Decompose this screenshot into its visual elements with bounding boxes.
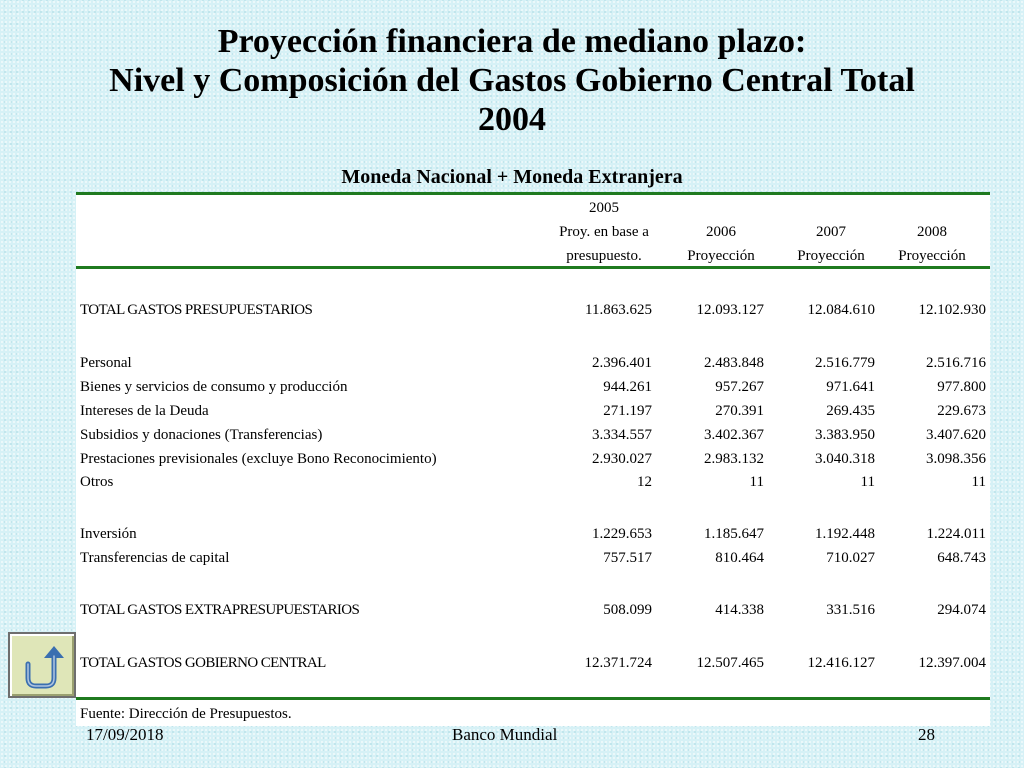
title-line-1: Proyección financiera de mediano plazo: [217, 23, 807, 60]
cell-2006: 2.483.848 [704, 355, 764, 371]
cell-2008: 1.224.011 [926, 526, 986, 542]
table-row [76, 546, 990, 570]
cell-2007: 971.641 [826, 379, 875, 395]
column-header-2006: 2006 Proyección [687, 224, 755, 264]
table-row [76, 375, 990, 399]
cell-2006: 2.983.132 [704, 451, 764, 467]
column-header-2008: 2008 Proyección [898, 224, 966, 264]
cell-2006: 270.391 [715, 403, 764, 419]
cell-2008: 229.673 [937, 403, 986, 419]
slide-title [0, 22, 1024, 139]
cell-2007: 12.416.127 [807, 655, 875, 671]
row-label: Intereses de la Deuda [80, 403, 209, 419]
cell-2005: 271.197 [603, 403, 652, 419]
row-label: Personal [80, 355, 132, 371]
cell-2005: 508.099 [603, 602, 652, 618]
slide-number: 28 [918, 725, 935, 744]
cell-2007: 3.383.950 [815, 427, 875, 443]
table-row [76, 447, 990, 471]
row-label: Inversión [80, 526, 137, 542]
footer-date: 17/09/2018 [86, 725, 164, 744]
table-row [76, 399, 990, 423]
cell-2005: 1.229.653 [592, 526, 652, 542]
cell-2005: 2.930.027 [592, 451, 652, 467]
cell-2007: 12.084.610 [807, 302, 875, 318]
row-label: Otros [80, 474, 114, 490]
row-label: TOTAL GASTOS EXTRAPRESUPUESTARIOS [80, 602, 360, 618]
row-label: Bienes y servicios de consumo y producción [80, 379, 348, 395]
source-note: Fuente: Dirección de Presupuestos. [80, 706, 292, 722]
cell-2007: 11 [860, 474, 875, 490]
data-table [76, 192, 990, 726]
title-line-3: 2004 [478, 101, 546, 138]
header-rule [76, 266, 990, 269]
cell-2008: 2.516.716 [926, 355, 986, 371]
table-row [76, 470, 990, 494]
cell-2006: 3.402.367 [704, 427, 764, 443]
table-top-rule [76, 192, 990, 195]
cell-2006: 414.338 [715, 602, 764, 618]
cell-2008: 3.098.356 [926, 451, 986, 467]
cell-2007: 269.435 [826, 403, 875, 419]
cell-2008: 12.102.930 [918, 302, 986, 318]
cell-2005: 757.517 [603, 550, 652, 566]
row-label: TOTAL GASTOS PRESUPUESTARIOS [80, 302, 313, 318]
cell-2008: 11 [971, 474, 986, 490]
title-line-2: Nivel y Composición del Gastos Gobierno Central Total [109, 62, 915, 99]
table-row [76, 423, 990, 447]
cell-2007: 1.192.448 [815, 526, 875, 542]
cell-2005: 944.261 [603, 379, 652, 395]
table-row [76, 298, 990, 322]
cell-2007: 3.040.318 [815, 451, 875, 467]
row-label: Subsidios y donaciones (Transferencias) [80, 427, 323, 443]
cell-2006: 1.185.647 [704, 526, 764, 542]
cell-2007: 331.516 [826, 602, 875, 618]
table-row [76, 598, 990, 622]
slide-subtitle: Moneda Nacional + Moneda Extranjera [341, 166, 683, 188]
cell-2007: 710.027 [826, 550, 875, 566]
table-row [76, 651, 990, 675]
cell-2006: 957.267 [715, 379, 764, 395]
cell-2005: 3.334.557 [592, 427, 652, 443]
return-button[interactable] [8, 632, 76, 698]
footer-center: Banco Mundial [452, 725, 558, 744]
table-row [76, 522, 990, 546]
cell-2008: 294.074 [937, 602, 986, 618]
row-label: TOTAL GASTOS GOBIERNO CENTRAL [80, 655, 326, 671]
cell-2006: 810.464 [715, 550, 764, 566]
cell-2005: 12 [637, 474, 652, 490]
return-arrow-icon [20, 642, 64, 690]
cell-2005: 11.863.625 [585, 302, 652, 318]
table-row [76, 351, 990, 375]
cell-2008: 3.407.620 [926, 427, 986, 443]
row-label: Prestaciones previsionales (excluye Bono Reconocimiento) [80, 451, 437, 467]
cell-2005: 2.396.401 [592, 355, 652, 371]
table-bottom-rule [76, 697, 990, 700]
cell-2006: 12.507.465 [696, 655, 764, 671]
row-label: Transferencias de capital [80, 550, 230, 566]
cell-2005: 12.371.724 [584, 655, 652, 671]
cell-2008: 12.397.004 [918, 655, 986, 671]
column-header-2007: 2007 Proyección [797, 224, 865, 264]
cell-2006: 12.093.127 [696, 302, 764, 318]
cell-2006: 11 [749, 474, 764, 490]
cell-2007: 2.516.779 [815, 355, 875, 371]
column-header-2005: 2005 Proy. en base a presupuesto. [559, 200, 649, 264]
cell-2008: 977.800 [937, 379, 986, 395]
cell-2008: 648.743 [937, 550, 986, 566]
